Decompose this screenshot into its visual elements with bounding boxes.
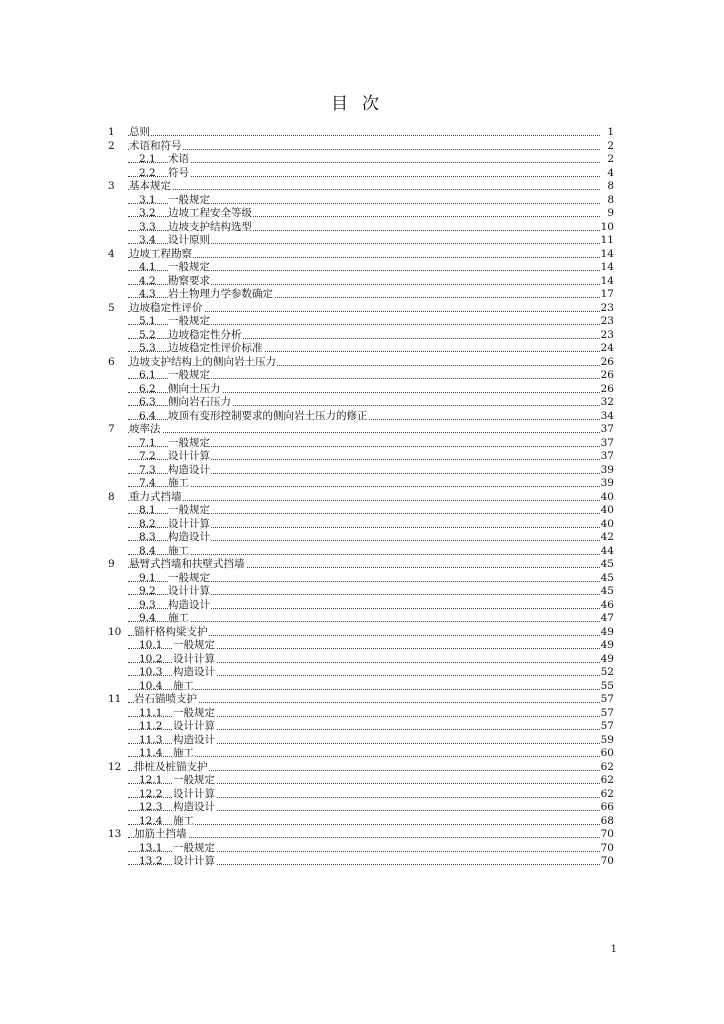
toc-entry-number: 10 — [108, 625, 122, 638]
toc-entry-number: 10.2 — [139, 652, 163, 665]
toc-entry-title: 坡率法 — [129, 423, 161, 435]
dot-leader — [128, 837, 600, 838]
toc-entry-page: 14 — [600, 247, 614, 260]
toc-entry-number: 12.3 — [139, 801, 163, 813]
toc-entry[interactable] — [108, 437, 614, 451]
toc-entry-page: 49 — [600, 652, 614, 665]
toc-entry[interactable] — [108, 639, 614, 653]
toc-entry-number: 12.4 — [139, 814, 163, 827]
toc-entry-page: 26 — [600, 355, 614, 368]
toc-entry-number: 3.1 — [139, 193, 156, 206]
toc-entry[interactable] — [108, 680, 614, 694]
toc-entry-title: 一般规定 — [173, 639, 215, 651]
toc-entry-number: 12 — [108, 760, 122, 773]
toc-entry-title: 设计计算 — [173, 652, 215, 665]
toc-entry[interactable] — [108, 531, 614, 545]
toc-entry-page: 40 — [600, 490, 614, 503]
toc-entry-page: 68 — [600, 814, 614, 827]
toc-entry-title: 一般规定 — [168, 369, 210, 381]
dot-leader — [128, 162, 600, 163]
toc-entry-page: 26 — [600, 382, 614, 395]
dot-leader — [128, 756, 600, 757]
toc-entry-title: 设计原则 — [168, 234, 210, 246]
toc-entry[interactable] — [108, 707, 614, 721]
toc-entry-title: 设计计算 — [173, 855, 215, 867]
toc-entry-page: 39 — [600, 477, 614, 489]
toc-entry-title: 勘察要求 — [168, 274, 210, 287]
toc-entry[interactable] — [108, 477, 614, 491]
toc-entry-number: 13.1 — [139, 841, 163, 854]
toc-entry-title: 设计计算 — [173, 720, 215, 732]
toc-entry-number: 12.1 — [139, 774, 163, 786]
toc-entry[interactable] — [108, 396, 614, 410]
toc-entry-number: 3.3 — [139, 220, 156, 233]
toc-entry[interactable] — [108, 815, 614, 829]
dot-leader — [128, 257, 600, 258]
toc-entry-title: 一般规定 — [168, 315, 210, 327]
toc-entry[interactable] — [108, 261, 614, 275]
toc-entry-title: 岩土物理力学参数确定 — [168, 288, 273, 300]
dot-leader — [128, 486, 600, 487]
toc-entry[interactable] — [108, 369, 614, 383]
toc-entry[interactable] — [108, 558, 614, 572]
toc-entry[interactable] — [108, 342, 614, 356]
toc-entry-number: 9.4 — [139, 612, 156, 624]
toc-entry[interactable] — [108, 761, 614, 775]
toc-entry[interactable] — [108, 464, 614, 478]
toc-entry-title: 设计计算 — [168, 585, 210, 597]
toc-entry-page: 57 — [600, 720, 614, 732]
toc-entry-page: 39 — [600, 463, 614, 476]
toc-entry-number: 8.1 — [139, 504, 156, 516]
toc-entry-number: 5.1 — [139, 315, 156, 327]
toc-entry-title: 一般规定 — [168, 571, 210, 584]
toc-entry-number: 10.3 — [139, 666, 163, 678]
toc-entry-title: 边坡工程安全等级 — [168, 207, 252, 219]
toc-entry[interactable] — [108, 828, 614, 842]
toc-entry-number: 6.3 — [139, 396, 156, 408]
toc-entry-page: 10 — [600, 220, 614, 233]
toc-entry-title: 总则 — [129, 126, 150, 138]
toc-entry-title: 施工 — [168, 612, 189, 624]
toc-entry[interactable] — [108, 545, 614, 559]
toc-entry-page: 62 — [600, 787, 614, 800]
toc-entry-page: 37 — [600, 423, 614, 435]
toc-entry-title: 符号 — [168, 166, 189, 179]
toc-entry-title: 构造设计 — [168, 463, 210, 476]
toc-entry-title: 施工 — [173, 747, 194, 759]
toc-entry-number: 6.4 — [139, 409, 156, 422]
toc-entry-page: 8 — [607, 193, 614, 206]
dot-leader — [128, 621, 600, 622]
toc-entry-page: 55 — [600, 679, 614, 692]
toc-entry-number: 10.1 — [139, 639, 163, 651]
toc-entry-title: 施工 — [173, 814, 194, 827]
toc-entry-title: 设计计算 — [173, 787, 215, 800]
toc-entry-title: 排桩及桩锚支护 — [134, 760, 208, 773]
toc-entry-title: 边坡支护结构选型 — [168, 220, 252, 233]
toc-entry[interactable] — [108, 234, 614, 248]
toc-entry[interactable] — [108, 194, 614, 208]
toc-entry-number: 2.2 — [139, 166, 156, 179]
table-of-contents — [108, 126, 614, 869]
toc-entry-page: 40 — [600, 517, 614, 530]
toc-entry-title: 边坡稳定性评价标准 — [168, 342, 263, 354]
toc-entry-page: 70 — [600, 855, 614, 867]
toc-entry[interactable] — [108, 329, 614, 343]
toc-entry-page: 14 — [600, 274, 614, 287]
toc-entry-page: 23 — [600, 328, 614, 341]
toc-entry-number: 7.2 — [139, 450, 156, 462]
toc-entry[interactable] — [108, 653, 614, 667]
toc-entry-title: 构造设计 — [173, 733, 215, 746]
toc-entry-title: 悬臂式挡墙和扶壁式挡墙 — [129, 558, 245, 570]
toc-entry-title: 一般规定 — [173, 774, 215, 786]
toc-entry-title: 锚杆格构梁支护 — [134, 625, 208, 638]
toc-entry[interactable] — [108, 221, 614, 235]
toc-entry-page: 40 — [600, 504, 614, 516]
toc-entry-number: 7.4 — [139, 477, 156, 489]
toc-entry-number: 9.1 — [139, 571, 156, 584]
toc-entry-page: 62 — [600, 774, 614, 786]
toc-entry-number: 4.2 — [139, 274, 156, 287]
toc-entry[interactable] — [108, 126, 614, 140]
toc-entry[interactable] — [108, 356, 614, 370]
toc-entry-title: 侧向土压力 — [168, 382, 221, 395]
toc-entry-number: 2.1 — [139, 153, 156, 165]
toc-entry[interactable] — [108, 693, 614, 707]
toc-entry-page: 46 — [600, 598, 614, 611]
dot-leader — [128, 135, 600, 136]
dot-leader — [128, 500, 600, 501]
toc-entry-title: 边坡工程勘察 — [129, 247, 192, 260]
toc-entry[interactable] — [108, 410, 614, 424]
toc-entry-title: 术语和符号 — [129, 139, 182, 152]
toc-entry-number: 7 — [108, 423, 115, 435]
toc-entry-number: 11.4 — [139, 747, 163, 759]
toc-entry[interactable] — [108, 302, 614, 316]
toc-entry[interactable] — [108, 275, 614, 289]
toc-entry-page: 37 — [600, 450, 614, 462]
toc-entry-page: 26 — [600, 369, 614, 381]
toc-entry-page: 44 — [600, 544, 614, 557]
toc-entry-title: 设计计算 — [168, 517, 210, 530]
toc-entry-page: 23 — [600, 301, 614, 314]
toc-entry[interactable] — [108, 491, 614, 505]
toc-entry-title: 构造设计 — [173, 666, 215, 678]
toc-entry-page: 42 — [600, 531, 614, 543]
toc-entry-number: 7.3 — [139, 463, 156, 476]
toc-entry-number: 8.3 — [139, 531, 156, 543]
toc-entry-number: 11.1 — [139, 706, 163, 719]
toc-entry-number: 2 — [108, 139, 115, 152]
toc-entry[interactable] — [108, 747, 614, 761]
toc-entry[interactable] — [108, 774, 614, 788]
toc-entry-number: 8.2 — [139, 517, 156, 530]
toc-entry-title: 边坡支护结构上的侧向岩土压力 — [129, 355, 276, 368]
toc-entry-page: 9 — [607, 207, 614, 219]
toc-entry-number: 13 — [108, 828, 122, 840]
toc-entry-number: 11 — [108, 693, 122, 705]
toc-entry-title: 施工 — [173, 679, 194, 692]
toc-entry-number: 5.2 — [139, 328, 156, 341]
toc-entry-page: 70 — [600, 828, 614, 840]
toc-entry-number: 4.1 — [139, 261, 156, 273]
toc-entry-title: 施工 — [168, 544, 189, 557]
toc-entry-title: 一般规定 — [168, 261, 210, 273]
toc-entry-title: 岩石锚喷支护 — [134, 693, 197, 705]
toc-entry-page: 4 — [607, 166, 614, 179]
toc-entry-page: 32 — [600, 396, 614, 408]
toc-entry-title: 边坡稳定性评价 — [129, 301, 203, 314]
toc-entry-title: 重力式挡墙 — [129, 490, 182, 503]
toc-entry-title: 一般规定 — [168, 504, 210, 516]
toc-entry-page: 52 — [600, 666, 614, 678]
toc-entry-page: 34 — [600, 409, 614, 422]
toc-entry[interactable] — [108, 734, 614, 748]
toc-entry-number: 13.2 — [139, 855, 163, 867]
toc-entry-number: 9 — [108, 558, 115, 570]
toc-entry[interactable] — [108, 788, 614, 802]
toc-entry-page: 2 — [607, 139, 614, 152]
toc-entry-page: 17 — [600, 288, 614, 300]
toc-entry[interactable] — [108, 180, 614, 194]
toc-entry-number: 6.2 — [139, 382, 156, 395]
toc-entry-number: 9.3 — [139, 598, 156, 611]
page-title: 目次 — [331, 94, 393, 114]
toc-entry-page: 37 — [600, 436, 614, 449]
toc-entry[interactable] — [108, 288, 614, 302]
toc-entry-number: 3 — [108, 180, 115, 192]
toc-entry-page: 60 — [600, 747, 614, 759]
toc-entry[interactable] — [108, 153, 614, 167]
toc-entry-page: 49 — [600, 625, 614, 638]
toc-entry[interactable] — [108, 599, 614, 613]
toc-entry[interactable] — [108, 585, 614, 599]
toc-entry-number: 5.3 — [139, 342, 156, 354]
toc-entry[interactable] — [108, 572, 614, 586]
toc-entry[interactable] — [108, 167, 614, 181]
toc-entry-title: 一般规定 — [173, 841, 215, 854]
toc-entry-title: 边坡稳定性分析 — [168, 328, 242, 341]
toc-entry-title: 施工 — [168, 477, 189, 489]
toc-entry-page: 2 — [607, 153, 614, 165]
toc-entry[interactable] — [108, 855, 614, 869]
toc-entry-page: 45 — [600, 558, 614, 570]
toc-entry-number: 8 — [108, 490, 115, 503]
toc-entry-number: 4 — [108, 247, 115, 260]
toc-entry-page: 14 — [600, 261, 614, 273]
toc-entry-page: 57 — [600, 693, 614, 705]
toc-entry-page: 8 — [607, 180, 614, 192]
toc-entry[interactable] — [108, 842, 614, 856]
toc-entry-page: 45 — [600, 571, 614, 584]
toc-entry[interactable] — [108, 140, 614, 154]
dot-leader — [128, 189, 600, 190]
toc-entry-title: 构造设计 — [168, 598, 210, 611]
toc-entry-title: 构造设计 — [173, 801, 215, 813]
toc-entry-page: 70 — [600, 841, 614, 854]
toc-entry-page: 57 — [600, 706, 614, 719]
toc-entry[interactable] — [108, 504, 614, 518]
toc-entry-number: 3.2 — [139, 207, 156, 219]
toc-entry-number: 3.4 — [139, 234, 156, 246]
page-number: 1 — [610, 944, 617, 955]
dot-leader — [128, 149, 600, 150]
toc-entry-title: 构造设计 — [168, 531, 210, 543]
toc-entry[interactable] — [108, 423, 614, 437]
toc-entry-title: 基本规定 — [129, 180, 171, 192]
toc-entry-number: 8.4 — [139, 544, 156, 557]
toc-entry-title: 一般规定 — [168, 436, 210, 449]
toc-entry[interactable] — [108, 612, 614, 626]
toc-entry-number: 9.2 — [139, 585, 156, 597]
toc-entry[interactable] — [108, 801, 614, 815]
toc-entry-number: 4.3 — [139, 288, 156, 300]
toc-entry-title: 设计计算 — [168, 450, 210, 462]
dot-leader — [128, 689, 600, 690]
dot-leader — [128, 824, 600, 825]
toc-entry[interactable] — [108, 518, 614, 532]
toc-entry-page: 62 — [600, 760, 614, 773]
toc-entry-number: 5 — [108, 301, 115, 314]
toc-entry-title: 侧向岩石压力 — [168, 396, 231, 408]
toc-entry-number: 1 — [108, 126, 115, 138]
toc-entry-title: 一般规定 — [173, 706, 215, 719]
toc-entry-number: 10.4 — [139, 679, 163, 692]
toc-entry-number: 12.2 — [139, 787, 163, 800]
toc-entry-number: 11.3 — [139, 733, 163, 746]
toc-entry[interactable] — [108, 450, 614, 464]
toc-entry-title: 一般规定 — [168, 193, 210, 206]
toc-entry-number: 6 — [108, 355, 115, 368]
toc-entry[interactable] — [108, 666, 614, 680]
toc-entry-page: 49 — [600, 639, 614, 651]
toc-entry-number: 11.2 — [139, 720, 163, 732]
toc-entry-title: 坡顶有变形控制要求的侧向岩土压力的修正 — [168, 409, 368, 422]
toc-entry-page: 66 — [600, 801, 614, 813]
toc-entry[interactable] — [108, 383, 614, 397]
toc-entry[interactable] — [108, 720, 614, 734]
toc-entry-page: 11 — [600, 234, 614, 246]
toc-entry-number: 6.1 — [139, 369, 156, 381]
toc-entry-page: 23 — [600, 315, 614, 327]
dot-leader — [128, 432, 600, 433]
toc-entry-number: 7.1 — [139, 436, 156, 449]
toc-entry[interactable] — [108, 207, 614, 221]
toc-entry-page: 59 — [600, 733, 614, 746]
toc-entry[interactable] — [108, 315, 614, 329]
toc-entry-page: 24 — [600, 342, 614, 354]
toc-entry[interactable] — [108, 626, 614, 640]
toc-entry-page: 1 — [607, 126, 614, 138]
toc-entry[interactable] — [108, 248, 614, 262]
toc-entry-title: 术语 — [168, 153, 189, 165]
toc-entry-page: 47 — [600, 612, 614, 624]
dot-leader — [128, 702, 600, 703]
toc-entry-page: 45 — [600, 585, 614, 597]
dot-leader — [128, 176, 600, 177]
dot-leader — [128, 554, 600, 555]
toc-entry-title: 加筋土挡墙 — [134, 828, 187, 840]
